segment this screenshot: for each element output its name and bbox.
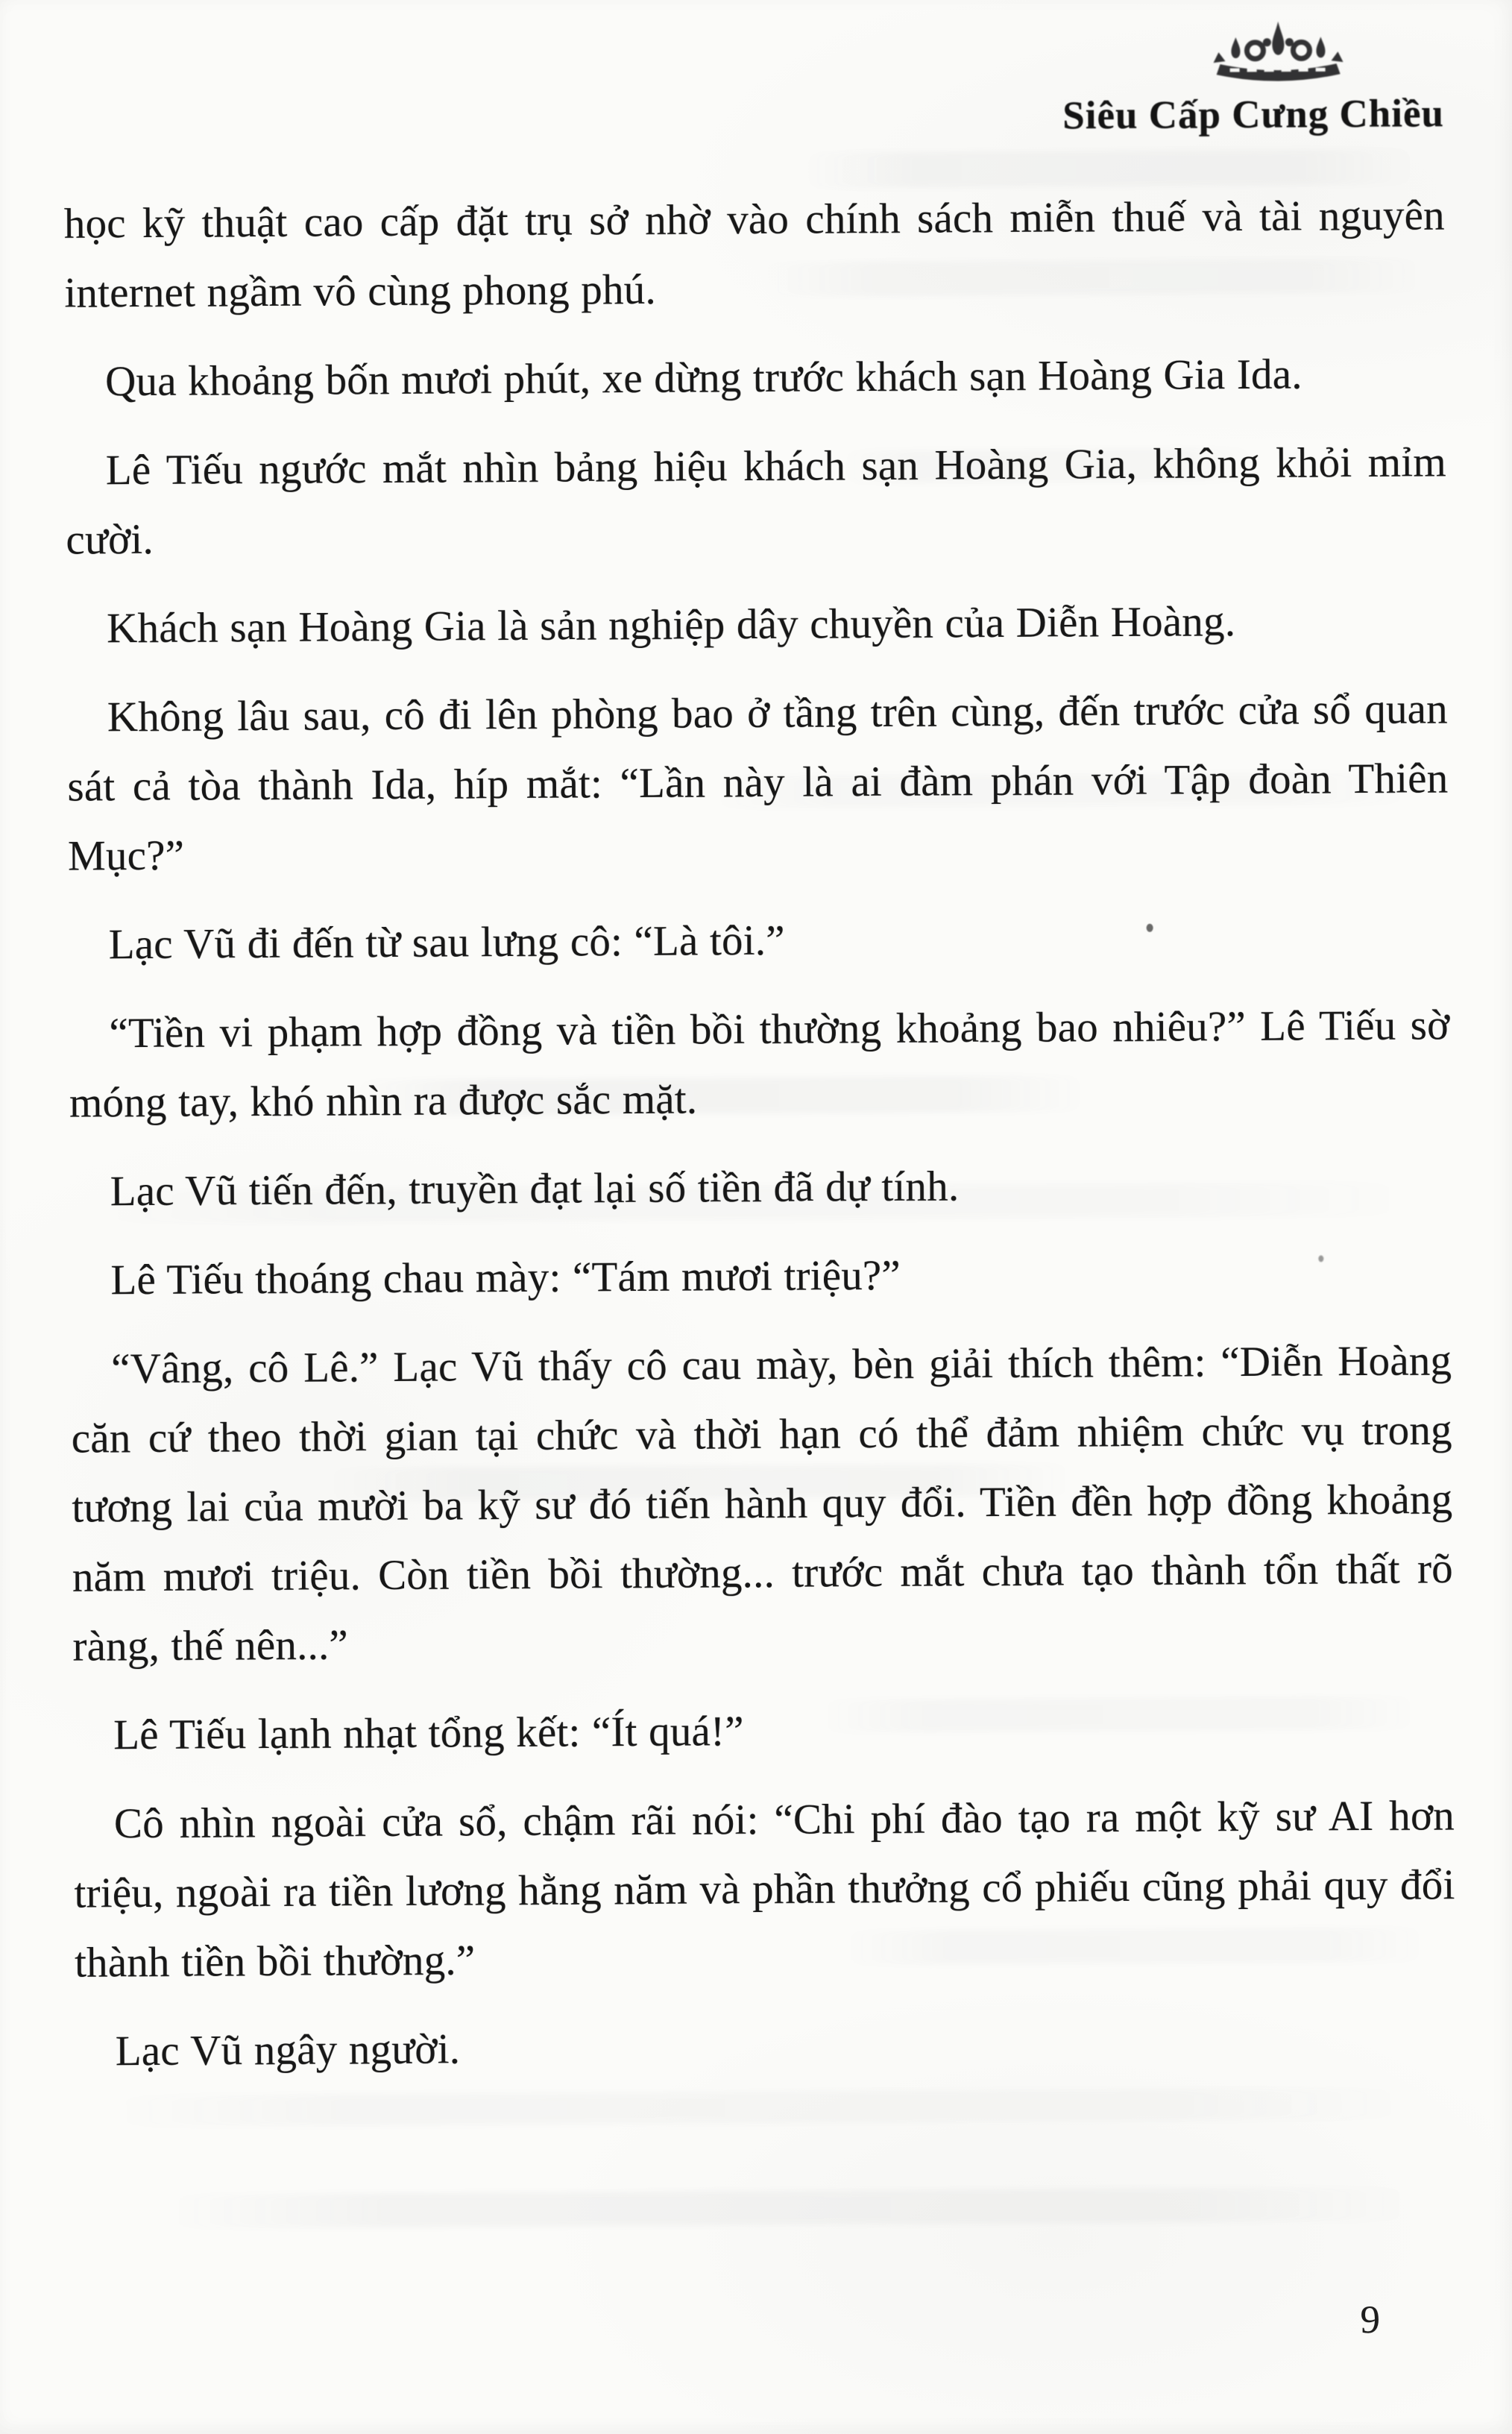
page-text [64, 180, 1457, 2105]
paragraph: Không lâu sau, cô đi lên phòng bao ở tầng trên cùng, đến trước cửa sổ quan sát cả tòa thành Ida, híp mắt: “Lần này là ai đàm phán với Tập đoàn Thiên Mục?” [67, 685, 1449, 880]
paragraph: Lê Tiếu ngước mắt nhìn bảng hiệu khách sạn Hoàng Gia, không khỏi mỉm cười. [66, 438, 1447, 564]
paragraph: Qua khoảng bốn mươi phút, xe dừng trước khách sạn Hoàng Gia Ida. [104, 350, 1302, 406]
running-header-title: Siêu Cấp Cưng Chiều [1062, 92, 1445, 138]
paragraph: Cô nhìn ngoài cửa sổ, chậm rãi nói: “Chi phí đào tạo ra một kỹ sư AI hơn triệu, ngoài ra tiền lương hằng năm và phần thưởng cổ phiếu cũng phải quy đổi thành tiền bồi thường.” [74, 1792, 1455, 1987]
paragraph: “Vâng, cô Lê.” Lạc Vũ thấy cô cau mày, bèn giải thích thêm: “Diễn Hoàng căn cứ theo thời gian tại chức và thời hạn có thể đảm nhiệm chức vụ trong tương lai của mười ba kỹ sư đó tiến hành quy đổi. Tiền đền hợp đồng khoảng năm mươi triệu. Còn tiền bồi thường... trước mắt chưa tạo thành tổn thất rõ ràng, thế nên...” [71, 1337, 1454, 1670]
paragraph: “Tiền vi phạm hợp đồng và tiền bồi thường khoảng bao nhiêu?” Lê Tiếu sờ móng tay, khó nhìn ra được sắc mặt. [69, 1001, 1450, 1127]
paragraph: Lạc Vũ ngây người. [115, 2025, 461, 2075]
paragraph: Lạc Vũ đi đến từ sau lưng cô: “Là tôi.” [108, 916, 785, 969]
paragraph: Lạc Vũ tiến đến, truyền đạt lại số tiền đã dự tính. [110, 1163, 960, 1216]
running-header [1062, 18, 1444, 138]
paragraph: Lê Tiếu thoáng chau mày: “Tám mươi triệu?” [110, 1251, 901, 1304]
page-number: 9 [1360, 2298, 1381, 2342]
paragraph: Lê Tiếu lạnh nhạt tổng kết: “Ít quá!” [113, 1708, 744, 1759]
paragraph: Khách sạn Hoàng Gia là sản nghiệp dây chuyền của Diễn Hoàng. [106, 598, 1236, 652]
tiara-icon [1207, 19, 1349, 91]
page-bleed-through [164, 2187, 1417, 2229]
paragraph: học kỹ thuật cao cấp đặt trụ sở nhờ vào chính sách miễn thuế và tài nguyên internet ngầm vô cùng phong phú. [63, 192, 1445, 317]
